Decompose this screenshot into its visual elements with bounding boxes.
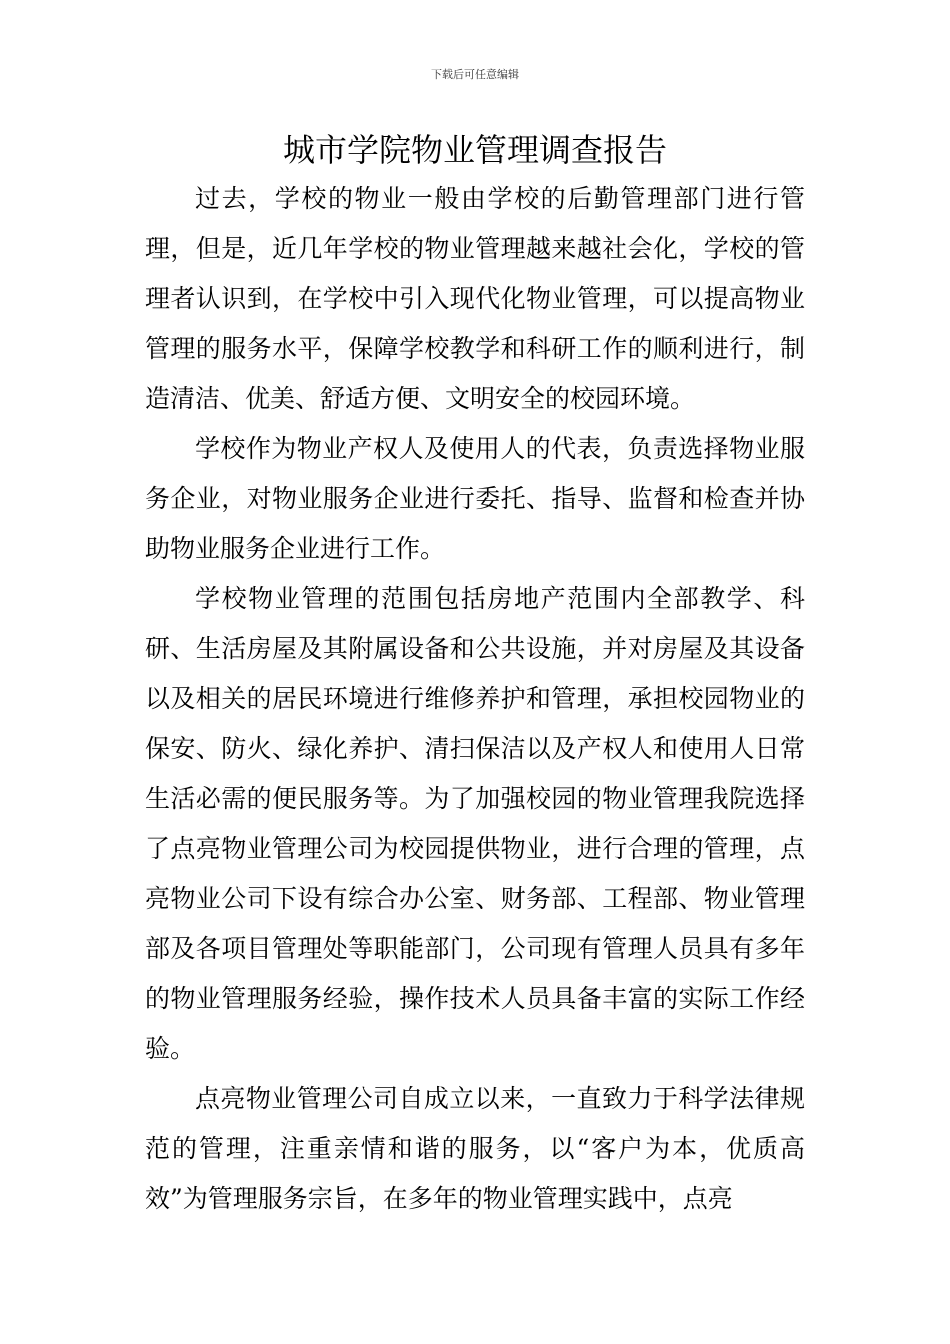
document-body <box>145 174 805 1224</box>
paragraph: 学校物业管理的范围包括房地产范围内全部教学、科研、生活房屋及其附属设备和公共设施，并对房屋及其设备以及相关的居民环境进行维修养护和管理，承担校园物业的保安、防火、绿化养护、清扫保洁以及产权人和使用人日常生活必需的便民服务等。为了加强校园的物业管理我院选择了点亮物业管理公司为校园提供物业，进行合理的管理，点亮物业公司下设有综合办公室、财务部、工程部、物业管理部及各项目管理处等职能部门，公司现有管理人员具有多年的物业管理服务经验，操作技术人员具备丰富的实际工作经验。 <box>145 584 805 1063</box>
page-header-note: 下载后可任意编辑 <box>431 68 519 81</box>
document-title: 城市学院物业管理调查报告 <box>282 131 667 169</box>
paragraph: 过去，学校的物业一般由学校的后勤管理部门进行管理，但是，近几年学校的物业管理越来越社会化，学校的管理者认识到，在学校中引入现代化物业管理，可以提高物业管理的服务水平，保障学校教学和科研工作的顺利进行，制造清洁、优美、舒适方便、文明安全的校园环境。 <box>145 184 805 413</box>
paragraph: 点亮物业管理公司自成立以来，一直致力于科学法律规范的管理，注重亲情和谐的服务，以“客户为本，优质高效”为管理服务宗旨，在多年的物业管理实践中，点亮 <box>145 1084 805 1213</box>
paragraph: 学校作为物业产权人及使用人的代表，负责选择物业服务企业，对物业服务企业进行委托、指导、监督和检查并协助物业服务企业进行工作。 <box>145 434 805 563</box>
